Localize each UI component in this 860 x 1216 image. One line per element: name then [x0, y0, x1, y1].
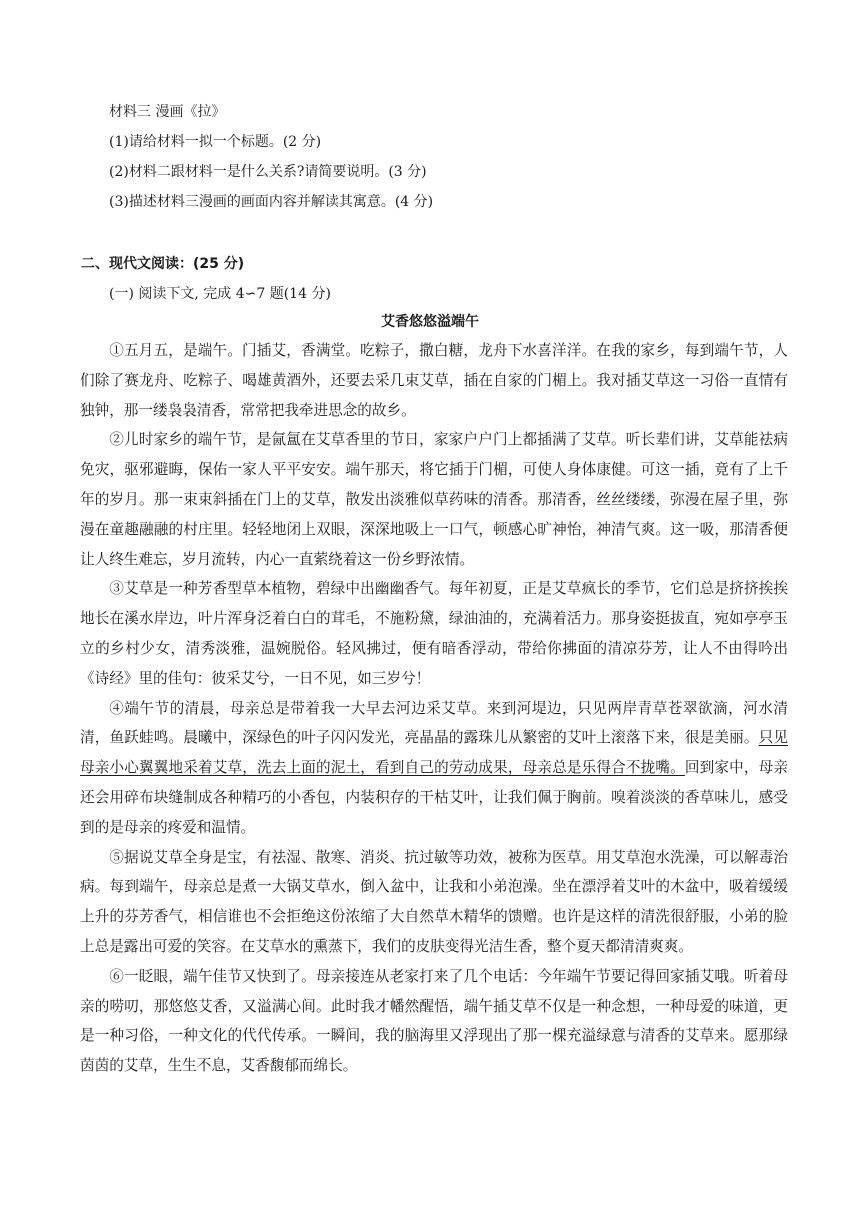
underlined-sentence: 只见母亲小心翼翼地采着艾草，洗去上面的泥土，看到自己的劳动成果，母亲总是乐得合不拢嘴。 [80, 729, 788, 777]
section-heading: 二、现代文阅读：(25 分) [81, 256, 245, 272]
paragraph-6: ⑥一眨眼，端午佳节又快到了。母亲接连从老家打来了几个电话：今年端午节要记得回家插艾哦。听着母亲的唠叨，那悠悠艾香，又溢满心间。此时我才幡然醒悟，端午插艾草不仅是一种念想，一种母爱的味道，更是一种习俗，一种文化的代代传承。一瞬间，我的脑海里又浮现出了那一棵充溢绿意与清香的艾草来。愿那绿茵茵的艾草，生生不息，艾香馥郁而绵长。 [80, 967, 788, 1075]
paragraph-4 [80, 694, 788, 843]
question-2: (2)材料二跟材料一是什么关系?请简要说明。(3 分) [109, 164, 427, 180]
material3-title: 材料三 漫画《拉》 [109, 104, 226, 120]
article-body [80, 336, 788, 1081]
paragraph-5: ⑤据说艾草全身是宝，有祛湿、散寒、消炎、抗过敏等功效，被称为医草。用艾草泡水洗澡，可以解毒治病。每到端午，母亲总是煮一大锅艾草水，倒入盆中，让我和小弟泡澡。坐在漂浮着艾叶的木盆中，吸着缓缓上升的芬芳香气，相信谁也不会拒绝这份浓缩了大自然草木精华的馈赠。也许是这样的清洗很舒服，小弟的脸上总是露出可爱的笑容。在艾草水的熏蒸下，我们的皮肤变得光洁生香，整个夏天都清清爽爽。 [80, 848, 788, 955]
section-instruction: (一) 阅读下文, 完成 4∽7 题(14 分) [109, 286, 331, 302]
paragraph-4-intro: ④端午节的清晨，母亲总是带着我一大早去河边采艾草。来到河堤边，只见两岸青草苍翠欲滴，河水清清，鱼跃蛙鸣。晨曦中，深绿色的叶子闪闪发光，亮晶晶的露珠儿从繁密的艾叶上滚落下来，很是美丽。 [80, 699, 788, 747]
paragraph-4-rest: 回到家中，母亲还会用碎布块缝制成各种精巧的小香包，内装积存的干枯艾叶，让我们佩于胸前。嗅着淡淡的香草味儿，感受到的是母亲的疼爱和温情。 [80, 759, 788, 836]
question-1: (1)请给材料一拟一个标题。(2 分) [109, 134, 322, 150]
article-title: 艾香悠悠溢端午 [381, 314, 479, 330]
paragraph-3: ③艾草是一种芳香型草本植物，碧绿中出幽幽香气。每年初夏，正是艾草疯长的季节，它们总是挤挤挨挨地长在溪水岸边，叶片浑身泛着白白的茸毛，不施粉黛，绿油油的，充满着活力。那身姿挺拔直，宛如亭亭玉立的乡村少女，清秀淡雅，温婉脱俗。轻风拂过，便有暗香浮动，带给你拂面的清凉芬芳，让人不由得吟出《诗经》里的佳句：彼采艾兮，一日不见，如三岁兮！ [80, 580, 788, 687]
paragraph-2: ②儿时家乡的端午节，是氤氲在艾草香里的节日，家家户户门上都插满了艾草。听长辈们讲，艾草能祛病免灾，驱邪避晦，保佑一家人平平安安。端午那天，将它插于门楣，可使人身体康健。可这一插，竟有了上千年的岁月。那一束束斜插在门上的艾草，散发出淡雅似草药味的清香。那清香，丝丝缕缕，弥漫在屋子里，弥漫在童趣融融的村庄里。轻轻地闭上双眼，深深地吸上一口气，顿感心旷神怡，神清气爽。这一吸，那清香便让人终生难忘，岁月流转，内心一直萦绕着这一份乡野浓情。 [80, 431, 788, 568]
question-3: (3)描述材料三漫画的画面内容并解读其寓意。(4 分) [109, 194, 434, 210]
paragraph-1: ①五月五，是端午。门插艾，香满堂。吃粽子，撒白糖，龙舟下水喜洋洋。在我的家乡，每到端午节，人们除了赛龙舟、吃粽子、喝雄黄酒外，还要去采几束艾草，插在自家的门楣上。我对插艾草这一习俗一直情有独钟，那一缕袅袅清香，常常把我牵进思念的故乡。 [80, 342, 788, 419]
